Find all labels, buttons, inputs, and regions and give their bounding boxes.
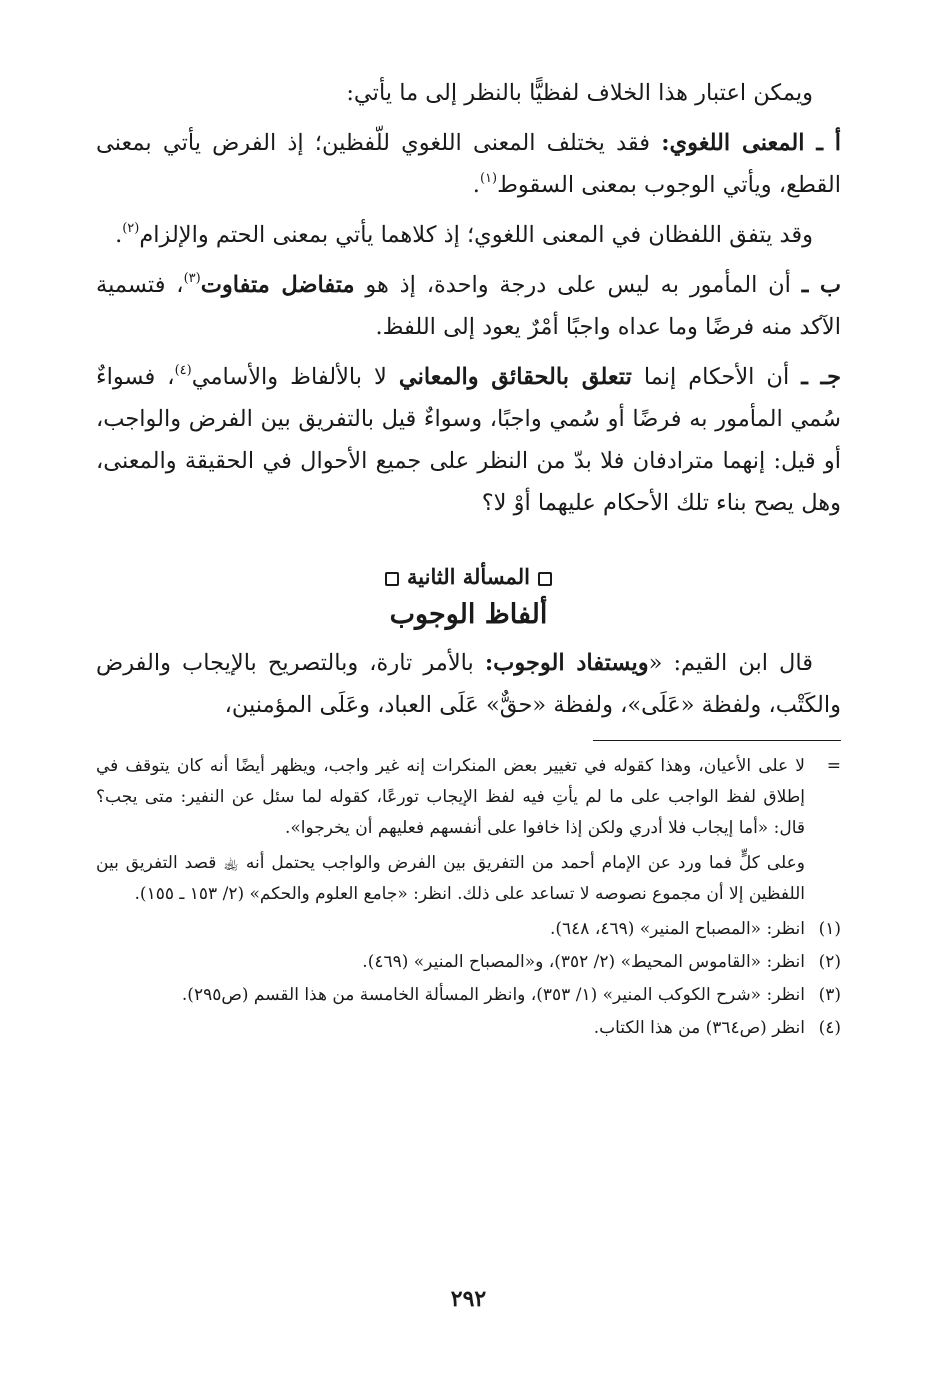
footnote-number: (٣) — [818, 985, 841, 1005]
footnote-text: انظر: «شرح الكوكب المنير» (١/ ٣٥٣)، وانظر المسألة الخامسة من هذا القسم (ص٢٩٥). — [181, 985, 805, 1005]
item-b-label: ب ـ — [801, 272, 841, 298]
item-c-bold: تتعلق بالحقائق والمعاني — [398, 364, 632, 390]
quote-bold: ويستفاد الوجوب: — [484, 650, 649, 676]
footnote-text: انظر: «القاموس المحيط» (٢/ ٣٥٢)، و«المصباح المنير» (٤٦٩). — [362, 952, 805, 972]
square-bullet-icon — [385, 572, 399, 586]
footnote-number: (٢) — [818, 952, 841, 972]
footnote-continuation-2: وعلى كلٍّ فما ورد عن الإمام أحمد من التفريق بين الفرض والواجب يحتمل أنه ﵀ قصد التفريق بين اللفظين إلا أن مجموع نصوصه لا تساعد على ذلك. انظر: «جامع العلوم والحكم» (٢/ ١٥٣ ـ ١٥٥). — [96, 853, 805, 904]
footnote-continuation: = لا على الأعيان، وهذا كقوله في تغيير بعض المنكرات إنه غير واجب، ويظهر أيضًا أنه كان يتوقف في إطلاق لفظ الواجب على ما لم يأتِ فيه لفظ الإيجاب تورعًا، كقوله لما سئل عن النفير: متى يجب؟ قال: «أما إيجاب فلا أدري ولكن إذا خافوا على أنفسهم فعليهم أن يخرجوا». — [96, 751, 841, 844]
footnote-ref-1[interactable]: (١) — [479, 171, 498, 186]
continuation-marker: = — [826, 756, 841, 776]
page-number: ٢٩٢ — [450, 1286, 487, 1312]
footnote-divider — [593, 740, 841, 741]
footnote-text: انظر (ص٣٦٤) من هذا الكتاب. — [593, 1018, 805, 1038]
book-page — [96, 72, 841, 1312]
footnote-item — [96, 1013, 841, 1044]
footnote-item — [96, 980, 841, 1011]
footnote-text: انظر: «المصباح المنير» (٤٦٩، ٦٤٨). — [549, 919, 805, 939]
chapter-title: ألفاظ الوجوب — [389, 599, 548, 630]
footnote-ref-4[interactable]: (٤) — [174, 363, 192, 378]
footnote-item — [96, 914, 841, 945]
item-a-text: فقد يختلف المعنى اللغوي للّفظين؛ إذ الفرض يأتي بمعنى القطع، ويأتي الوجوب بمعنى السقوط — [96, 130, 841, 198]
section-heading: المسألة الثانية — [96, 564, 841, 589]
item-b-bold: متفاضل متفاوت — [200, 272, 355, 298]
intro-paragraph: ويمكن اعتبار هذا الخلاف لفظيًّا بالنظر إلى ما يأتي: — [346, 80, 813, 106]
item-c-label: جـ ـ — [801, 364, 841, 390]
square-bullet-icon — [538, 572, 552, 586]
footnote-number: (١) — [818, 919, 841, 939]
footnote-ref-3[interactable]: (٣) — [183, 271, 201, 286]
footnote-number: (٤) — [818, 1018, 841, 1038]
item-c-paragraph: جـ ـ أن الأحكام إنما تتعلق بالحقائق والمعاني لا بالألفاظ والأسامي$^{(٤)}$، فسواءٌ سُمي المأمور به فرضًا أو سُمي واجبًا، وسواءٌ قيل بالتفريق بين الفرض والواجب، أو قيل: إنهما مترادفان فلا بدّ من النظر على جميع الأحوال في الحقيقة والمعنى، وهل يصح بناء تلك الأحكام عليهما أوْ لا؟ — [96, 363, 841, 516]
quote-paragraph: قال ابن القيم: «ويستفاد الوجوب: بالأمر تارة، وبالتصريح بالإيجاب والفرض والكَتْب، ولفظة «عَلَى»، ولفظة «حقٌّ» عَلَى العباد، وعَلَى المؤمنين، — [96, 650, 841, 718]
item-a-label: أ ـ المعنى اللغوي: — [661, 130, 841, 156]
item-a2-text: وقد يتفق اللفظان في المعنى اللغوي؛ إذ كلاهما يأتي بمعنى الحتم والإلزام — [139, 222, 813, 248]
footnote-item — [96, 947, 841, 978]
footnote-ref-2[interactable]: (٢) — [122, 221, 140, 236]
item-a-paragraph: أ ـ المعنى اللغوي: فقد يختلف المعنى اللغوي للّفظين؛ إذ الفرض يأتي بمعنى القطع، ويأتي الوجوب بمعنى السقوط$^{(١)}$. — [96, 130, 841, 198]
item-b-paragraph: ب ـ أن المأمور به ليس على درجة واحدة، إذ هو متفاضل متفاوت$^{(٣)}$، فتسمية الآكد منه فرضًا وما عداه واجبًا أمْرٌ يعود إلى اللفظ. — [96, 271, 841, 340]
item-a2-paragraph: وقد يتفق اللفظان في المعنى اللغوي؛ إذ كلاهما يأتي بمعنى الحتم والإلزام$^{(٢)}$. — [115, 221, 813, 248]
